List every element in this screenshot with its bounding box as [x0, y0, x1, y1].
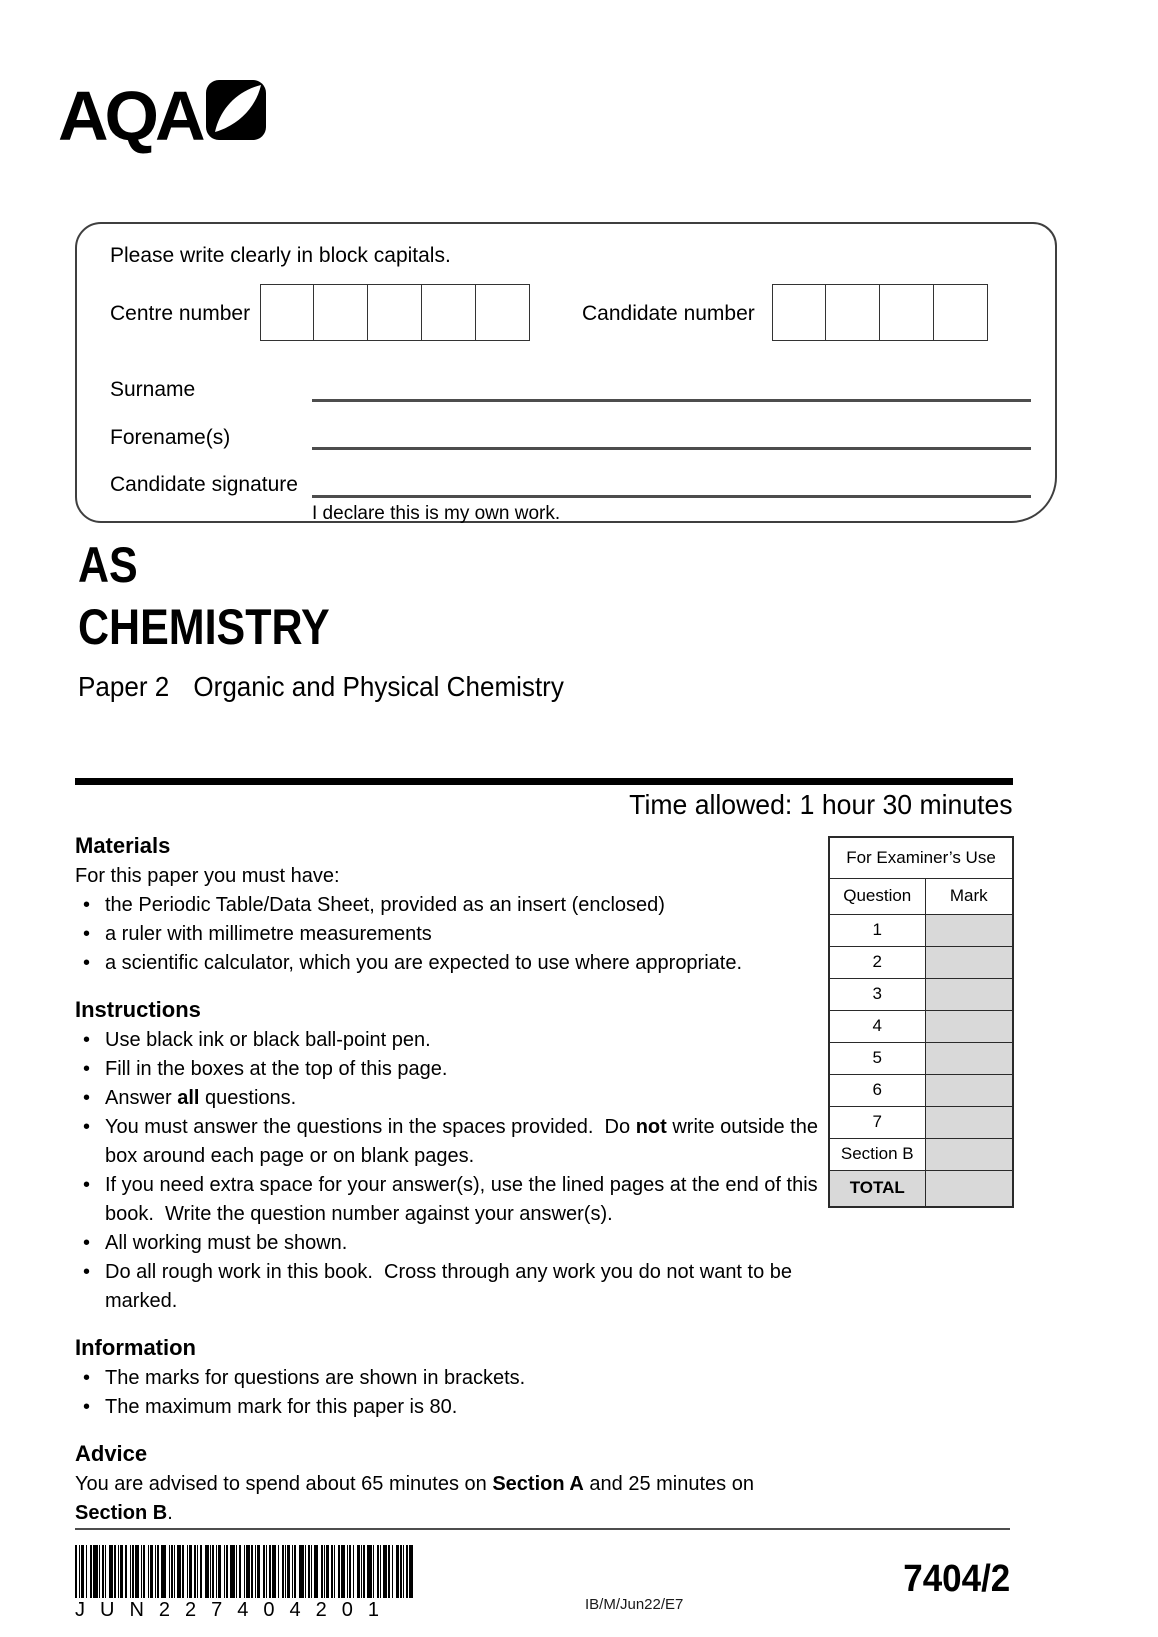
- barcode-bar: [292, 1545, 293, 1598]
- text-run: If you need extra space for your answer(s), use the lined pages at the end of this book. Write the question number against your answer(s).: [105, 1174, 824, 1225]
- barcode-bar: [174, 1545, 175, 1598]
- text-run: the Periodic Table/Data Sheet, provided as an insert (enclosed): [105, 894, 665, 916]
- text-run: Fill in the boxes at the top of this page.: [105, 1058, 448, 1080]
- paper-reference-code: IB/M/Jun22/E7: [585, 1596, 684, 1613]
- bullet-marker: •: [83, 1261, 91, 1283]
- barcode-bar: [244, 1545, 245, 1598]
- barcode-bar: [148, 1545, 149, 1598]
- barcode-bar: [406, 1545, 408, 1598]
- bold-text-run: Section B: [75, 1502, 168, 1524]
- bullet-marker: •: [83, 1058, 91, 1080]
- aqa-logo: [58, 74, 266, 158]
- question-cell: 6: [829, 1074, 925, 1106]
- barcode-bar: [380, 1545, 381, 1598]
- subject-title: CHEMISTRY: [78, 599, 330, 655]
- front-page-rubric: [75, 832, 824, 1528]
- barcode-bar: [239, 1545, 241, 1598]
- aqa-leaf-icon: [206, 80, 266, 145]
- question-cell: Section B: [829, 1138, 925, 1170]
- text-run: The marks for questions are shown in brackets.: [105, 1367, 526, 1389]
- number-entry-cell[interactable]: [422, 284, 476, 341]
- barcode-bar: [367, 1545, 372, 1598]
- bullet-item-text: [105, 920, 820, 949]
- bullet-item: [75, 1026, 820, 1055]
- mark-cell: [925, 1138, 1013, 1170]
- number-entry-cell[interactable]: [772, 284, 826, 341]
- barcode-bar: [263, 1545, 265, 1598]
- examiner-table-row: [829, 1042, 1013, 1074]
- bullet-item: [75, 949, 820, 978]
- barcode-bar: [266, 1545, 267, 1598]
- bullet-item-text: [105, 1393, 820, 1422]
- barcode-bar: [287, 1545, 290, 1598]
- barcode-bar: [189, 1545, 192, 1598]
- barcode-bar: [125, 1545, 127, 1598]
- materials-heading: Materials: [75, 833, 171, 858]
- declaration-text: I declare this is my own work.: [312, 503, 561, 524]
- barcode-bar: [388, 1545, 390, 1598]
- barcode-bar: [99, 1545, 100, 1598]
- bullet-item: [75, 1229, 820, 1258]
- barcode-bar: [79, 1545, 80, 1598]
- bullet-item-text: [105, 1171, 824, 1229]
- barcode-bar: [311, 1545, 312, 1598]
- bullet-item-text: [105, 1084, 820, 1113]
- text-run: All working must be shown.: [105, 1232, 348, 1254]
- barcode-bar: [155, 1545, 156, 1598]
- bullet-item: [75, 1171, 824, 1229]
- barcode-bar: [210, 1545, 211, 1598]
- advice-text: [75, 1470, 820, 1528]
- barcode-bar: [161, 1545, 166, 1598]
- examiner-table-row: [829, 1010, 1013, 1042]
- examiner-table-title: For Examiner’s Use: [829, 837, 1013, 878]
- forenames-input-line[interactable]: [312, 447, 1031, 450]
- bullet-marker: •: [83, 1396, 91, 1418]
- surname-input-line[interactable]: [312, 399, 1031, 402]
- instructions-heading: Instructions: [75, 997, 201, 1022]
- paper-label: Paper 2: [78, 671, 170, 702]
- candidate-signature-label: Candidate signature: [110, 473, 298, 496]
- bullet-item-text: [105, 1364, 820, 1393]
- barcode-bar: [75, 1545, 77, 1598]
- barcode-bar: [157, 1545, 159, 1598]
- text-run: and 25 minutes on: [583, 1473, 760, 1495]
- barcode-bar: [314, 1545, 318, 1598]
- barcode-bar: [141, 1545, 142, 1598]
- number-entry-cell[interactable]: [826, 284, 880, 341]
- advice-section: [75, 1440, 820, 1528]
- barcode-bar: [255, 1545, 256, 1598]
- text-run: The maximum mark for this paper is 80.: [105, 1396, 458, 1418]
- materials-intro: For this paper you must have:: [75, 865, 340, 887]
- bullet-marker: •: [83, 1174, 91, 1196]
- question-cell: 3: [829, 978, 925, 1010]
- barcode-bar: [272, 1545, 276, 1598]
- barcode-bar: [246, 1545, 250, 1598]
- bullet-item: [75, 1393, 820, 1422]
- barcode-bar: [308, 1545, 310, 1598]
- examiner-table-row: [829, 946, 1013, 978]
- barcode-bar: [169, 1545, 170, 1598]
- examiner-table-row: [829, 1106, 1013, 1138]
- barcode-bar: [200, 1545, 202, 1598]
- barcode-bar: [187, 1545, 188, 1598]
- barcode-bar: [331, 1545, 333, 1598]
- candidate-number-label: Candidate number: [582, 302, 755, 325]
- barcode-bar: [197, 1545, 198, 1598]
- bullet-item: [75, 1258, 820, 1316]
- instructions-section: [75, 996, 824, 1316]
- examiner-table-row: [829, 1074, 1013, 1106]
- barcode-bar: [102, 1545, 104, 1598]
- bullet-marker: •: [83, 952, 91, 974]
- bullet-item: [75, 1084, 820, 1113]
- information-list: [75, 1364, 820, 1422]
- examiner-table-total-row: [829, 1170, 1013, 1207]
- bullet-item-text: [105, 1055, 820, 1084]
- barcode-bar: [114, 1545, 116, 1598]
- text-run: a ruler with millimetre measurements: [105, 923, 432, 945]
- barcode-bar: [224, 1545, 225, 1598]
- forenames-label: Forename(s): [110, 426, 231, 449]
- text-run: You must answer the questions in the spaces provided. Do: [105, 1116, 636, 1138]
- examiner-use-table: [828, 836, 1014, 1208]
- candidate-number-boxes: [772, 284, 988, 341]
- materials-list: [75, 891, 820, 978]
- barcode-bar: [321, 1545, 323, 1598]
- bullet-item-text: [105, 1113, 824, 1171]
- advice-heading: Advice: [75, 1441, 148, 1466]
- question-cell: 7: [829, 1106, 925, 1138]
- information-section: [75, 1334, 820, 1422]
- candidate-details-box: [75, 222, 1057, 523]
- information-heading: Information: [75, 1335, 196, 1360]
- question-cell: 4: [829, 1010, 925, 1042]
- aqa-logo-text: AQA: [58, 77, 202, 155]
- barcode-bar: [400, 1545, 402, 1598]
- question-column-header: Question: [829, 878, 925, 914]
- paper-number: 7404/2: [903, 1558, 1010, 1600]
- materials-section: [75, 832, 820, 978]
- text-run: write outside the box around each page or on blank pages.: [105, 1116, 824, 1167]
- barcode-bar: [171, 1545, 173, 1598]
- text-run: Use black ink or black ball-point pen.: [105, 1029, 431, 1051]
- question-cell: 1: [829, 914, 925, 946]
- block-capitals-instruction: Please write clearly in block capitals.: [110, 244, 451, 267]
- bullet-item: [75, 1055, 820, 1084]
- mark-cell: [925, 978, 1013, 1010]
- mark-cell: [925, 1010, 1013, 1042]
- barcode-text: JUN227404201: [75, 1599, 394, 1621]
- barcode-bar: [135, 1545, 139, 1598]
- barcode-bar: [143, 1545, 145, 1598]
- bullet-item: [75, 1364, 820, 1393]
- barcode-bar: [205, 1545, 209, 1598]
- barcode-bar: [357, 1545, 360, 1598]
- barcode-bar: [305, 1545, 306, 1598]
- examiner-table-header-row: [829, 878, 1013, 914]
- number-entry-cell[interactable]: [476, 284, 530, 341]
- examiner-table-title-row: [829, 837, 1013, 878]
- bullet-item-text: [105, 1258, 820, 1316]
- number-entry-cell[interactable]: [260, 284, 314, 341]
- mark-cell: [925, 914, 1013, 946]
- paper-title-line: [78, 671, 564, 703]
- bullet-marker: •: [83, 1029, 91, 1051]
- paper-subtitle: Organic and Physical Chemistry: [193, 671, 564, 702]
- barcode-bar: [218, 1545, 221, 1598]
- surname-label: Surname: [110, 378, 196, 401]
- barcode-bar: [285, 1545, 286, 1598]
- barcode-bar: [226, 1545, 228, 1598]
- barcode-bar: [251, 1545, 253, 1598]
- bullet-item-text: [105, 949, 820, 978]
- title-divider-rule: [75, 778, 1013, 785]
- instructions-list: [75, 1026, 824, 1316]
- barcode-bar: [294, 1545, 296, 1598]
- barcode-block: [75, 1545, 425, 1622]
- footer-divider-rule: [75, 1528, 1010, 1530]
- barcode-bar: [383, 1545, 387, 1598]
- barcode-bar: [363, 1545, 365, 1598]
- examiner-table-row: [829, 978, 1013, 1010]
- bold-text-run: all: [177, 1087, 200, 1109]
- mark-column-header: Mark: [925, 878, 1013, 914]
- bullet-marker: •: [83, 923, 91, 945]
- barcode-bar: [93, 1545, 98, 1598]
- barcode-bar: [396, 1545, 399, 1598]
- total-label-cell: TOTAL: [829, 1170, 925, 1207]
- barcode-bar: [177, 1545, 181, 1598]
- centre-number-label: Centre number: [110, 302, 251, 325]
- bullet-marker: •: [83, 1116, 91, 1138]
- barcode-bar: [130, 1545, 131, 1598]
- qualification-title: AS: [78, 537, 138, 593]
- barcode-bar: [120, 1545, 123, 1598]
- barcode-bar: [326, 1545, 329, 1598]
- barcode-bar: [338, 1545, 340, 1598]
- barcode-bar: [118, 1545, 119, 1598]
- barcode-bar: [182, 1545, 184, 1598]
- text-run: .: [167, 1502, 173, 1524]
- mark-cell: [925, 946, 1013, 978]
- barcode-bar: [109, 1545, 113, 1598]
- text-run: a scientific calculator, which you are expected to use where appropriate.: [105, 952, 743, 974]
- barcode-bar: [282, 1545, 284, 1598]
- barcode-bar: [361, 1545, 362, 1598]
- bullet-item: [75, 920, 820, 949]
- barcode-bar: [90, 1545, 92, 1598]
- barcode-bar: [269, 1545, 271, 1598]
- barcode-bar: [353, 1545, 354, 1598]
- number-entry-cell[interactable]: [880, 284, 934, 341]
- question-cell: 2: [829, 946, 925, 978]
- candidate-signature-input-line[interactable]: [312, 495, 1031, 498]
- barcode-bar: [105, 1545, 106, 1598]
- mark-cell: [925, 1074, 1013, 1106]
- barcode-bar: [86, 1545, 87, 1598]
- examiner-table-row: [829, 1138, 1013, 1170]
- number-entry-cell[interactable]: [368, 284, 422, 341]
- barcode-bar: [334, 1545, 335, 1598]
- barcode-bar: [409, 1545, 413, 1598]
- barcode-bar: [299, 1545, 304, 1598]
- barcode-bar: [377, 1545, 379, 1598]
- bullet-marker: •: [83, 1232, 91, 1254]
- barcode-bar: [257, 1545, 260, 1598]
- bullet-item: [75, 1113, 824, 1171]
- number-entry-cell[interactable]: [314, 284, 368, 341]
- question-cell: 5: [829, 1042, 925, 1074]
- mark-cell: [925, 1106, 1013, 1138]
- barcode-bar: [347, 1545, 348, 1598]
- barcode-bar: [230, 1545, 235, 1598]
- number-entry-cell[interactable]: [934, 284, 988, 341]
- total-mark-cell: [925, 1170, 1013, 1207]
- text-run: You are advised to spend about 65 minutes on: [75, 1473, 493, 1495]
- barcode-image: [75, 1545, 425, 1598]
- barcode-bar: [349, 1545, 351, 1598]
- barcode-bar: [194, 1545, 196, 1598]
- barcode-bar: [212, 1545, 214, 1598]
- barcode-bar: [81, 1545, 84, 1598]
- bullet-marker: •: [83, 1367, 91, 1389]
- barcode-bar: [403, 1545, 404, 1598]
- barcode-bar: [150, 1545, 153, 1598]
- barcode-bar: [341, 1545, 345, 1598]
- bullet-item-text: [105, 1229, 820, 1258]
- bold-text-run: Section A: [492, 1473, 584, 1495]
- examiner-use-table-body: [829, 837, 1013, 1207]
- barcode-bar: [278, 1545, 279, 1598]
- time-allowed-text: Time allowed: 1 hour 30 minutes: [629, 789, 1013, 820]
- barcode-bar: [132, 1545, 134, 1598]
- centre-number-boxes: [260, 284, 530, 341]
- bullet-item-text: [105, 1026, 820, 1055]
- text-run: Answer: [105, 1087, 178, 1109]
- bullet-item: [75, 891, 820, 920]
- bullet-marker: •: [83, 1087, 91, 1109]
- barcode-bar: [324, 1545, 325, 1598]
- bullet-item-text: [105, 891, 820, 920]
- text-run: Do all rough work in this book. Cross through any work you do not want to be marked.: [105, 1261, 798, 1312]
- barcode-bar: [216, 1545, 217, 1598]
- barcode-bar: [373, 1545, 374, 1598]
- bold-text-run: not: [635, 1116, 667, 1138]
- barcode-bar: [236, 1545, 237, 1598]
- barcode-bar: [392, 1545, 393, 1598]
- bullet-marker: •: [83, 894, 91, 916]
- examiner-table-row: [829, 914, 1013, 946]
- mark-cell: [925, 1042, 1013, 1074]
- text-run: questions.: [199, 1087, 297, 1109]
